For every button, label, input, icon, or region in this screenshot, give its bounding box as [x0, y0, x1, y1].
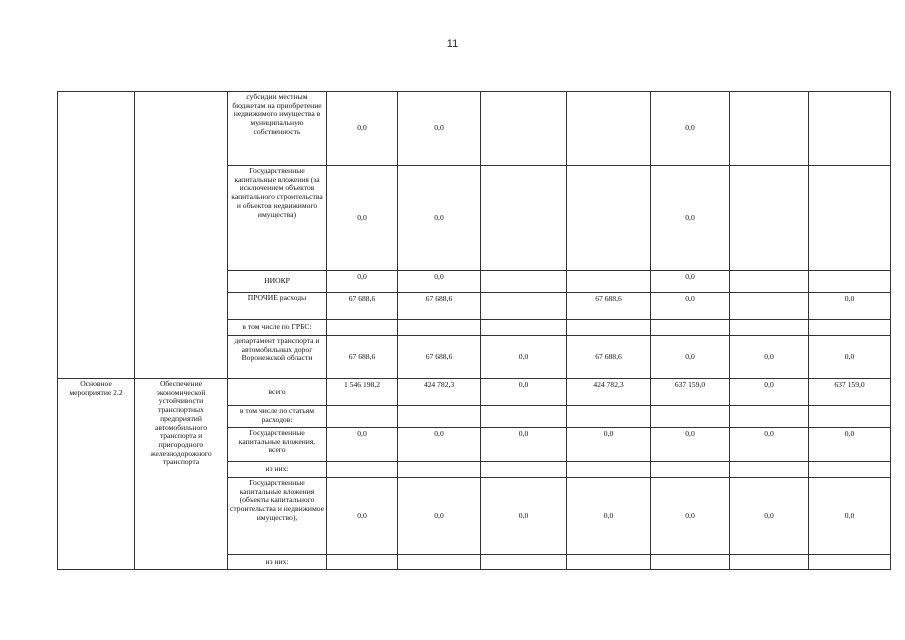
value-cell	[567, 92, 651, 166]
value-cell	[567, 462, 651, 478]
value-cell	[809, 555, 891, 570]
value-cell: 637 159,0	[651, 379, 730, 406]
value-cell	[327, 555, 398, 570]
value-cell: 0,0	[481, 428, 567, 462]
value-cell	[327, 406, 398, 428]
value-cell: 0,0	[327, 428, 398, 462]
value-cell	[730, 293, 809, 320]
value-cell	[809, 166, 891, 271]
value-cell: 67 688,6	[567, 293, 651, 320]
value-cell: 0,0	[730, 336, 809, 379]
value-cell	[809, 320, 891, 336]
expense-label: ПРОЧИЕ расходы	[228, 293, 327, 320]
value-cell	[481, 320, 567, 336]
value-cell	[730, 166, 809, 271]
value-cell: 0,0	[730, 478, 809, 555]
value-cell	[481, 555, 567, 570]
value-cell: 0,0	[651, 92, 730, 166]
value-cell	[567, 166, 651, 271]
value-cell: 0,0	[327, 478, 398, 555]
value-cell	[481, 406, 567, 428]
value-cell	[327, 320, 398, 336]
value-cell	[730, 406, 809, 428]
value-cell	[481, 92, 567, 166]
value-cell: 67 688,6	[567, 336, 651, 379]
event-name-cell: Обеспечение экономической устойчивости транспортных предприятий автомобильного транспорта и пригородного железнодорожного транспорта	[135, 379, 228, 570]
expense-label: Государственные капитальные вложения (за исключением объектов капитального строительства и объектов недвижимого имущества)	[228, 166, 327, 271]
value-cell	[398, 320, 481, 336]
value-cell	[567, 555, 651, 570]
expense-label: в том числе по ГРБС:	[228, 320, 327, 336]
status-cell-empty	[58, 92, 135, 379]
value-cell: 0,0	[651, 293, 730, 320]
value-cell	[481, 271, 567, 293]
value-cell: 0,0	[730, 379, 809, 406]
value-cell: 0,0	[327, 166, 398, 271]
value-cell	[809, 462, 891, 478]
value-cell: 0,0	[651, 271, 730, 293]
value-cell	[398, 555, 481, 570]
expense-label: департамент транспорта и автомобильных дорог Воронежской области	[228, 336, 327, 379]
value-cell: 424 782,3	[567, 379, 651, 406]
value-cell: 0,0	[481, 478, 567, 555]
value-cell	[567, 320, 651, 336]
expense-label: всего	[228, 379, 327, 406]
value-cell	[398, 406, 481, 428]
value-cell: 0,0	[809, 428, 891, 462]
value-cell: 0,0	[809, 478, 891, 555]
value-cell	[651, 462, 730, 478]
value-cell: 67 688,6	[327, 293, 398, 320]
value-cell: 0,0	[809, 336, 891, 379]
value-cell	[567, 271, 651, 293]
value-cell: 0,0	[481, 379, 567, 406]
value-cell: 0,0	[398, 428, 481, 462]
value-cell	[567, 406, 651, 428]
value-cell	[730, 92, 809, 166]
value-cell	[730, 462, 809, 478]
value-cell	[730, 320, 809, 336]
table-row	[58, 379, 891, 406]
value-cell: 424 782,3	[398, 379, 481, 406]
expense-label: субсидии местным бюджетам на приобретение недвижимого имущества в муниципальную собственность	[228, 92, 327, 166]
value-cell: 0,0	[398, 478, 481, 555]
value-cell: 67 688,6	[398, 293, 481, 320]
expense-label: из них:	[228, 462, 327, 478]
value-cell	[809, 406, 891, 428]
value-cell	[327, 462, 398, 478]
expense-label: в том числе по статьям расходов:	[228, 406, 327, 428]
value-cell: 0,0	[809, 293, 891, 320]
value-cell: 67 688,6	[398, 336, 481, 379]
status-cell: Основное мероприятие 2.2	[58, 379, 135, 570]
table-row	[58, 92, 891, 166]
value-cell: 0,0	[327, 271, 398, 293]
expense-label: Государственные капитальные вложения, всего	[228, 428, 327, 462]
value-cell: 0,0	[651, 336, 730, 379]
value-cell: 0,0	[398, 271, 481, 293]
budget-table	[57, 91, 891, 570]
value-cell: 0,0	[398, 92, 481, 166]
value-cell	[481, 462, 567, 478]
value-cell: 0,0	[651, 428, 730, 462]
value-cell	[398, 462, 481, 478]
value-cell	[730, 555, 809, 570]
value-cell	[651, 555, 730, 570]
value-cell: 0,0	[651, 166, 730, 271]
expense-label: из них:	[228, 555, 327, 570]
value-cell	[651, 406, 730, 428]
expense-label: Государственные капитальные вложения (объекты капитального строительства и недвижимое имущество),	[228, 478, 327, 555]
value-cell	[809, 92, 891, 166]
value-cell: 1 546 198,2	[327, 379, 398, 406]
value-cell: 0,0	[651, 478, 730, 555]
expense-label: НИОКР	[228, 271, 327, 293]
value-cell: 637 159,0	[809, 379, 891, 406]
value-cell: 0,0	[327, 92, 398, 166]
value-cell	[730, 271, 809, 293]
page-number: 11	[446, 38, 459, 50]
value-cell: 0,0	[567, 478, 651, 555]
value-cell: 0,0	[481, 336, 567, 379]
value-cell: 0,0	[567, 428, 651, 462]
value-cell: 0,0	[730, 428, 809, 462]
name-cell-empty	[135, 92, 228, 379]
value-cell: 0,0	[398, 166, 481, 271]
value-cell	[651, 320, 730, 336]
value-cell	[481, 293, 567, 320]
value-cell	[481, 166, 567, 271]
value-cell	[809, 271, 891, 293]
value-cell: 67 688,6	[327, 336, 398, 379]
